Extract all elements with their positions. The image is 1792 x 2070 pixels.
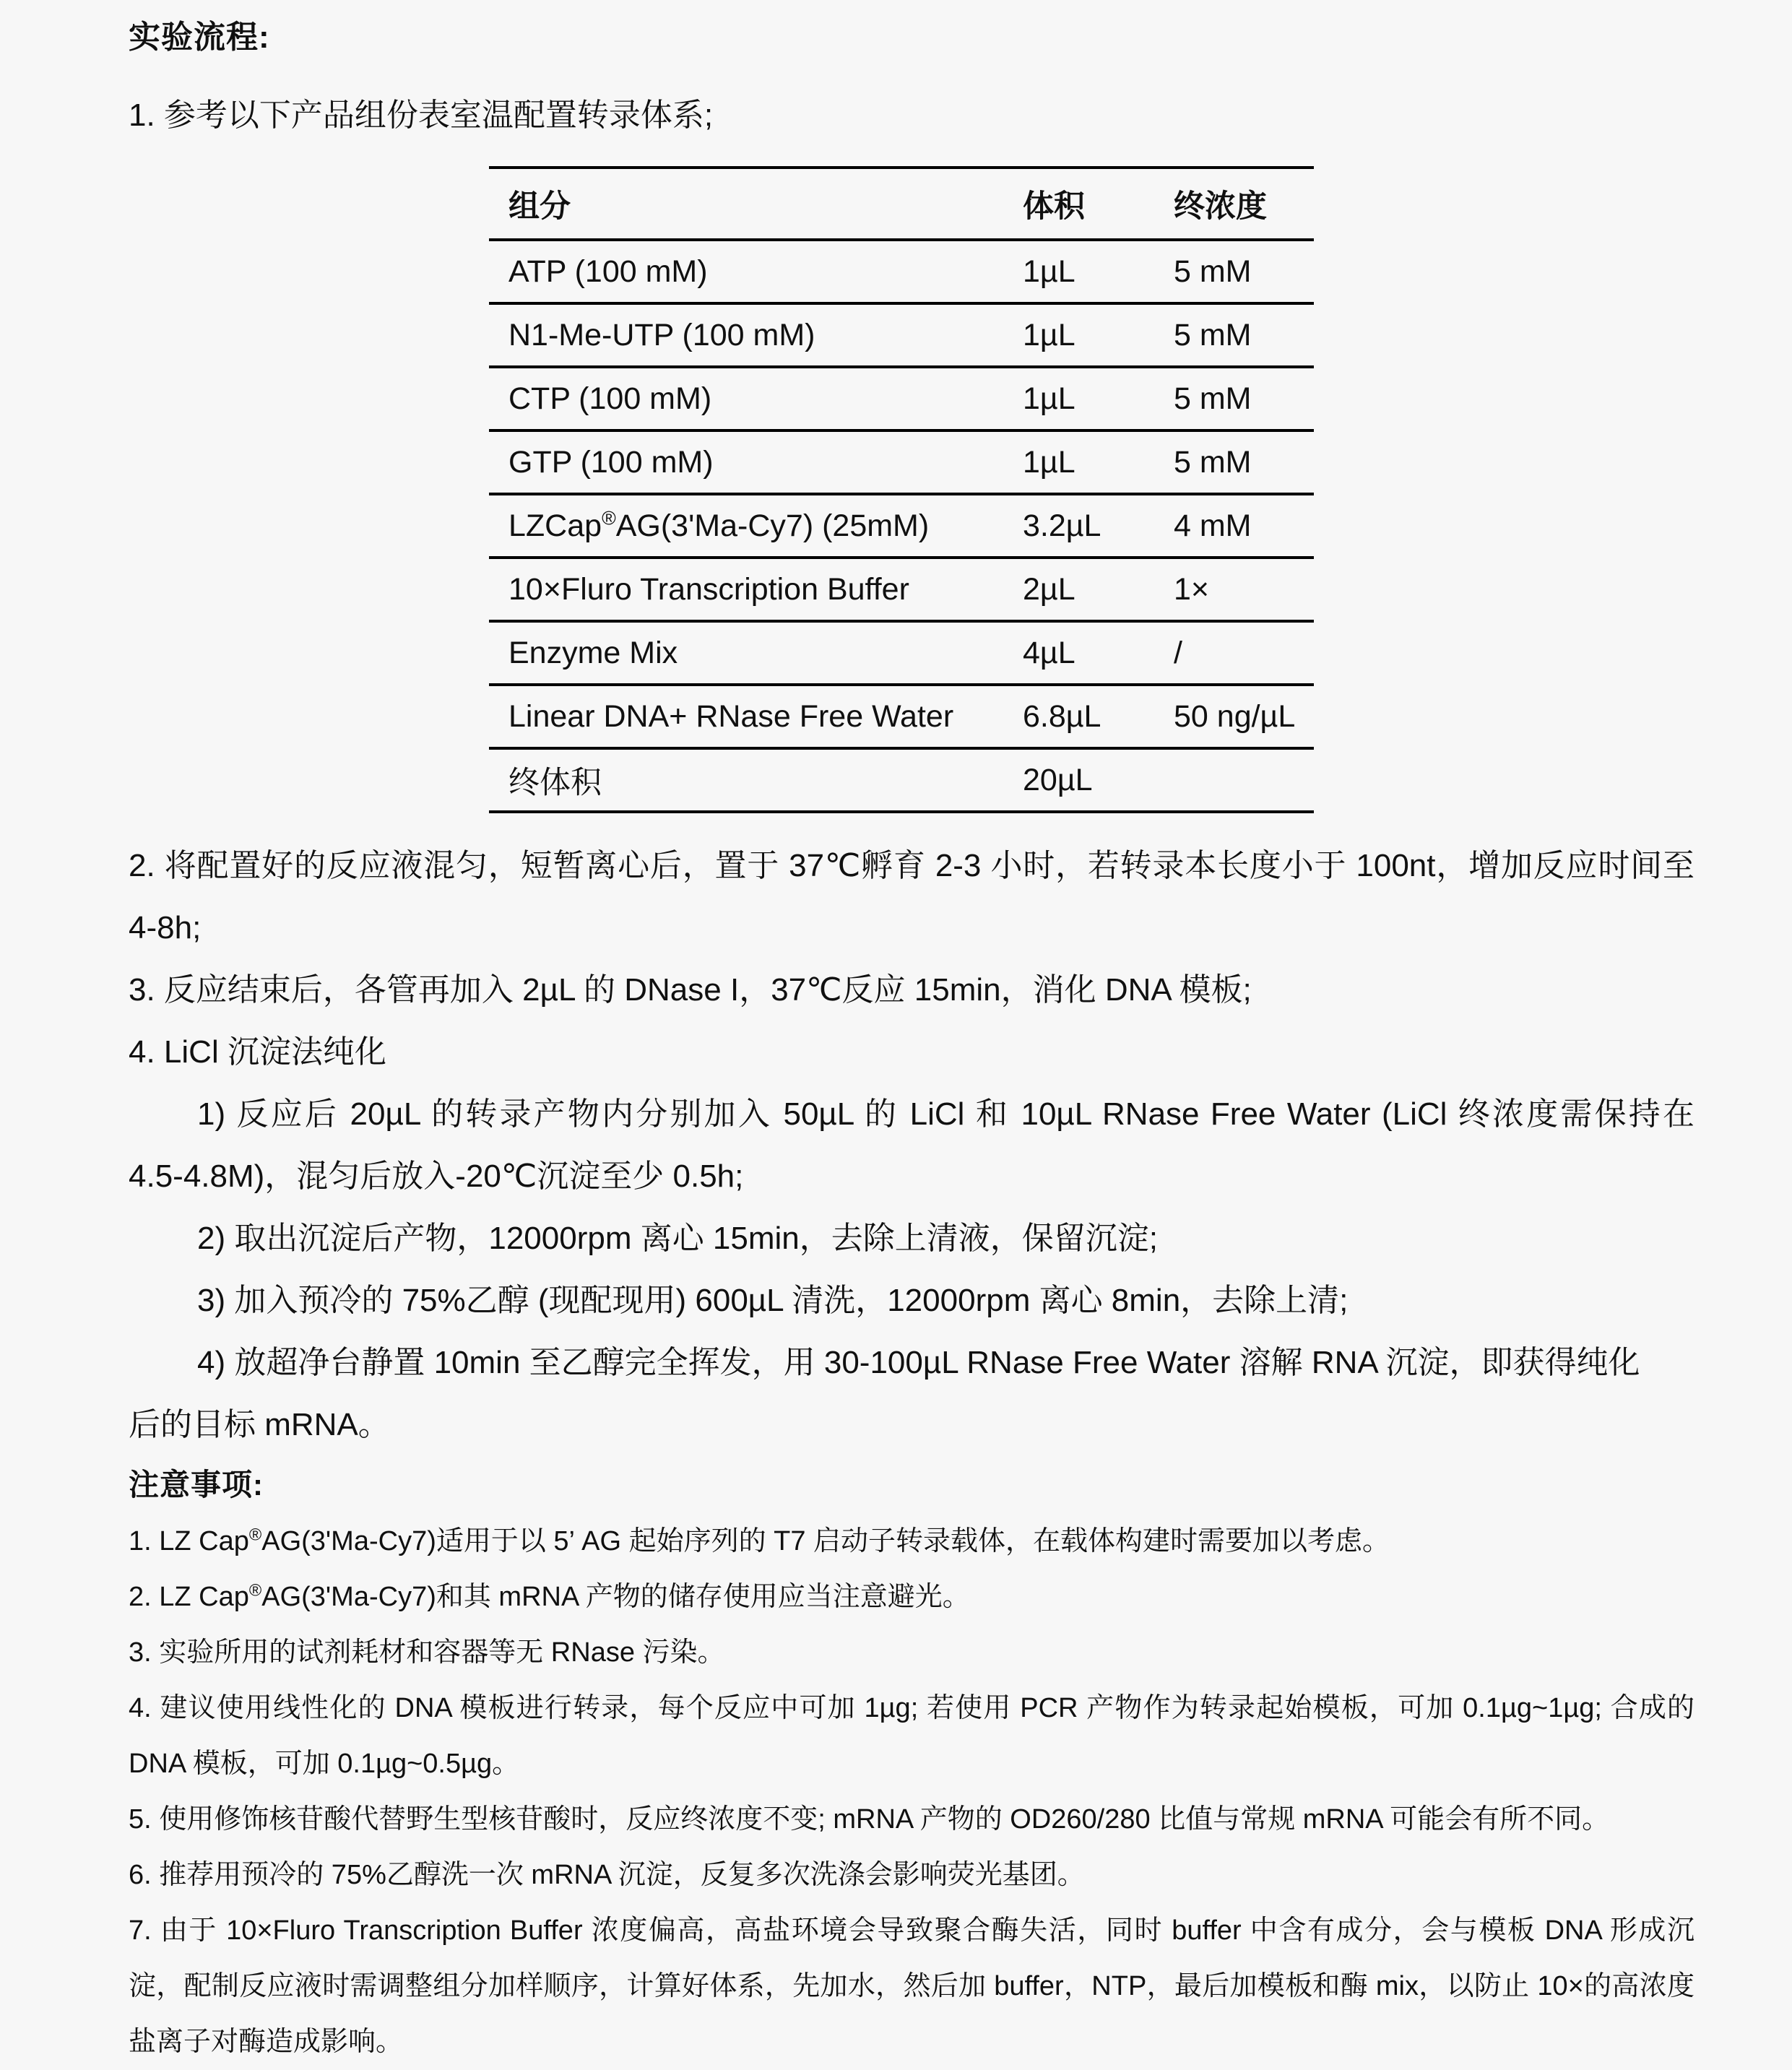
note-7-line-1: 7. 由于 10×Fluro Transcription Buffer 浓度偏高，高盐环境会导致聚合酶失活，同时 buffer 中含有成分，会与模板 DNA 形成沉 xyxy=(129,1915,1694,1946)
notes-list xyxy=(129,1514,1694,2070)
header-cell-component: 组分 xyxy=(508,189,571,224)
table-header-row xyxy=(489,168,1314,240)
final-conc-cell: 5 mM xyxy=(1154,367,1314,430)
volume-cell: 2µL xyxy=(1003,558,1154,621)
note-7-line-2: 淀，配制反应液时需调整组分加样顺序，计算好体系，先加水，然后加 buffer，NTP，最后加模板和酶 mix，以防止 10×的高浓度 xyxy=(129,1971,1694,2001)
procedure-step-1: 1. 参考以下产品组份表室温配置转录体系; xyxy=(129,98,714,133)
component-cell: N1-Me-UTP (100 mM) xyxy=(489,303,1003,367)
component-cell xyxy=(489,494,1003,558)
table-row-linear-dna xyxy=(489,685,1314,748)
note-1-prefix: 1. LZ Cap xyxy=(129,1526,249,1556)
step-4-sub-1-line-1: 1) 反应后 20µL 的转录产物内分别加入 50µL 的 LiCl 和 10µL RNase Free Water (LiCl 终浓度需保持在 xyxy=(197,1096,1694,1132)
volume-cell: 20µL xyxy=(1003,748,1154,812)
component-cell: 10×Fluro Transcription Buffer xyxy=(489,558,1003,621)
note-4-line-1: 4. 建议使用线性化的 DNA 模板进行转录，每个反应中可加 1µg; 若使用 PCR 产物作为转录起始模板，可加 0.1µg~1µg; 合成的 xyxy=(129,1693,1694,1723)
note-4-line-2: DNA 模板，可加 0.1µg~0.5µg。 xyxy=(129,1749,520,1779)
final-conc-cell: 5 mM xyxy=(1154,303,1314,367)
lzcap-name-suffix: AG(3'Ma-Cy7) (25mM) xyxy=(615,508,930,543)
volume-cell: 1µL xyxy=(1003,367,1154,430)
step-3: 3. 反应结束后，各管再加入 2µL 的 DNase I，37℃反应 15min，消化 DNA 模板; xyxy=(129,972,1252,1008)
notes-title: 注意事项: xyxy=(129,1468,264,1502)
table-row-n1-me-utp xyxy=(489,303,1314,367)
note-2-text: AG(3'Ma-Cy7)和其 mRNA 产物的储存使用应当注意避光。 xyxy=(261,1582,970,1612)
component-cell: Linear DNA+ RNase Free Water xyxy=(489,685,1003,748)
volume-cell: 3.2µL xyxy=(1003,494,1154,558)
page-root xyxy=(0,16,1792,2058)
table-row-atp xyxy=(489,240,1314,303)
volume-cell: 1µL xyxy=(1003,303,1154,367)
note-2 xyxy=(129,1569,1694,1625)
registered-trademark-symbol: ® xyxy=(602,507,616,529)
component-cell: ATP (100 mM) xyxy=(489,240,1003,303)
final-conc-cell: 1× xyxy=(1154,558,1314,621)
table-row-ctp xyxy=(489,367,1314,430)
volume-cell: 1µL xyxy=(1003,240,1154,303)
note-2-prefix: 2. LZ Cap xyxy=(129,1582,249,1612)
final-conc-cell: / xyxy=(1154,621,1314,685)
note-5: 5. 使用修饰核苷酸代替野生型核苷酸时，反应终浓度不变; mRNA 产物的 OD260/280 比值与常规 mRNA 可能会有所不同。 xyxy=(129,1804,1610,1835)
step-4-sub-3: 3) 加入预冷的 75%乙醇 (现配现用) 600µL 清洗，12000rpm 离心 8min，去除上清; xyxy=(197,1283,1349,1318)
lzcap-name: LZCap xyxy=(508,508,602,543)
reagent-table xyxy=(489,166,1314,813)
table-row-enzyme-mix xyxy=(489,621,1314,685)
component-cell: 终体积 xyxy=(489,748,1003,812)
volume-cell: 1µL xyxy=(1003,430,1154,494)
volume-cell: 6.8µL xyxy=(1003,685,1154,748)
component-cell: Enzyme Mix xyxy=(489,621,1003,685)
step-4-sub-4-line-2: 后的目标 mRNA。 xyxy=(129,1407,390,1442)
note-1-text: AG(3'Ma-Cy7)适用于以 5’ AG 起始序列的 T7 启动子转录载体，在载体构建时需要加以考虑。 xyxy=(261,1526,1390,1556)
procedure-steps xyxy=(129,835,1694,1456)
step-4-sub-1-line-2: 4.5-4.8M)，混匀后放入-20℃沉淀至少 0.5h; xyxy=(129,1159,744,1194)
header-cell-volume: 体积 xyxy=(1023,189,1085,224)
procedure-title: 实验流程: xyxy=(129,20,270,55)
note-6: 6. 推荐用预冷的 75%乙醇洗一次 mRNA 沉淀，反复多次洗涤会影响荧光基团。 xyxy=(129,1860,1085,1890)
note-3: 3. 实验所用的试剂耗材和容器等无 RNase 污染。 xyxy=(129,1637,725,1668)
registered-trademark-symbol: ® xyxy=(248,1580,262,1600)
table-row-buffer xyxy=(489,558,1314,621)
note-7-line-3: 盐离子对酶造成影响。 xyxy=(129,2027,404,2057)
table-row-gtp xyxy=(489,430,1314,494)
step-4-sub-2: 2) 取出沉淀后产物，12000rpm 离心 15min，去除上清液，保留沉淀; xyxy=(197,1221,1158,1256)
header-cell-final-conc: 终浓度 xyxy=(1174,189,1267,224)
step-4-sub-4-line-1: 4) 放超净台静置 10min 至乙醇完全挥发，用 30-100µL RNase Free Water 溶解 RNA 沉淀，即获得纯化 xyxy=(197,1345,1640,1380)
final-conc-cell: 5 mM xyxy=(1154,240,1314,303)
step-2-line-2: 4-8h; xyxy=(129,910,202,945)
final-conc-cell: 50 ng/µL xyxy=(1154,685,1314,748)
final-conc-cell xyxy=(1154,748,1314,812)
step-4: 4. LiCl 沉淀法纯化 xyxy=(129,1034,386,1070)
step-2-line-1: 2. 将配置好的反应液混匀，短暂离心后，置于 37℃孵育 2-3 小时，若转录本长度小于 100nt，增加反应时间至 xyxy=(129,848,1694,883)
table-row-lzcap xyxy=(489,494,1314,558)
final-conc-cell: 4 mM xyxy=(1154,494,1314,558)
table-row-total-volume xyxy=(489,748,1314,812)
component-cell: GTP (100 mM) xyxy=(489,430,1003,494)
component-cell: CTP (100 mM) xyxy=(489,367,1003,430)
registered-trademark-symbol: ® xyxy=(248,1525,262,1544)
final-conc-cell: 5 mM xyxy=(1154,430,1314,494)
volume-cell: 4µL xyxy=(1003,621,1154,685)
note-1 xyxy=(129,1514,1694,1569)
